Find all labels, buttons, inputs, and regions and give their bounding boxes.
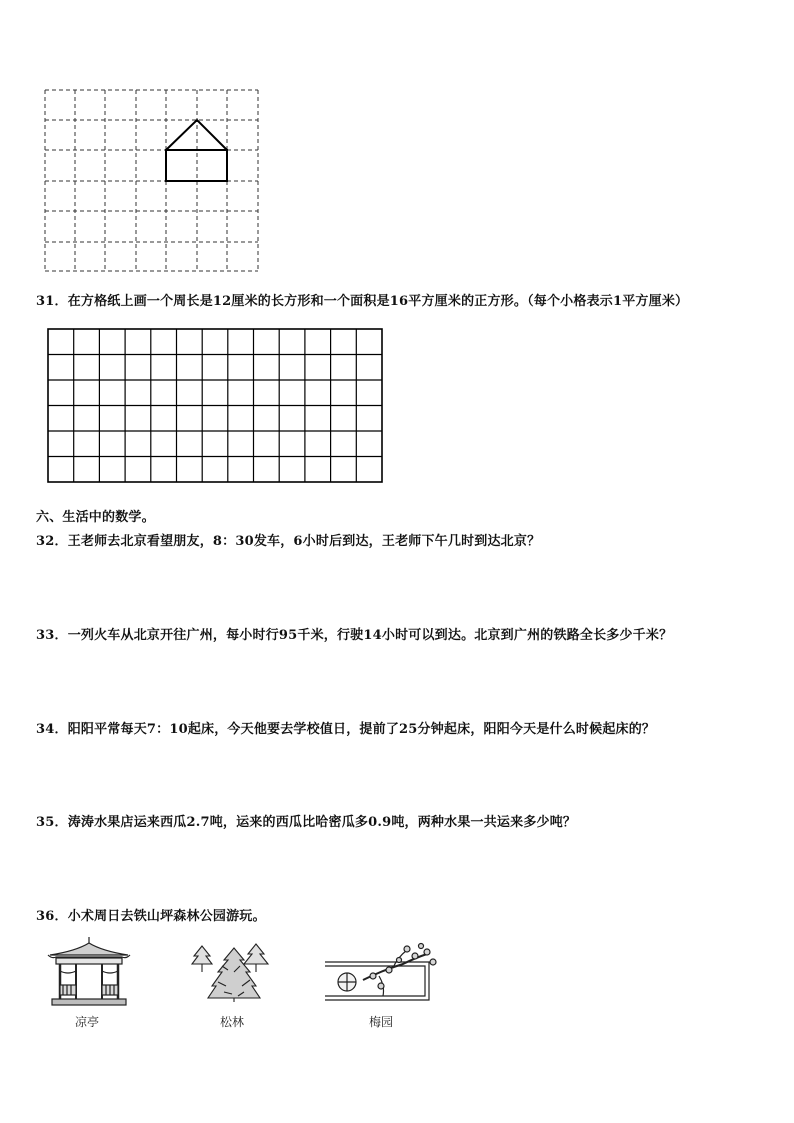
square-grid — [47, 328, 383, 484]
caption-pavilion: 凉亭 — [75, 1015, 100, 1029]
dashed-grid-house-figure — [44, 89, 260, 273]
question-33: 33．一列火车从北京开往广州，每小时行95千米，行驶14小时可以到达。北京到广州的铁路全长多少千米？ — [36, 628, 673, 643]
section-heading-6: 六、生活中的数学。 — [36, 510, 155, 525]
question-36: 36．小术周日去铁山坪森林公园游玩。 — [36, 909, 266, 924]
pavilion-icon — [46, 935, 132, 1007]
plum-blossom-icon — [323, 940, 441, 1006]
caption-plum-garden: 梅园 — [369, 1015, 394, 1029]
house-shape — [166, 120, 227, 181]
question-31: 31．在方格纸上画一个周长是12厘米的长方形和一个面积是16平方厘米的正方形。（每个小格表示1平方厘米） — [36, 294, 689, 309]
caption-pine-forest: 松林 — [220, 1015, 245, 1029]
question-35: 35．涛涛水果店运来西瓜2.7吨，运来的西瓜比哈密瓜多0.9吨，两种水果一共运来多少吨？ — [36, 815, 577, 830]
question-34: 34．阳阳平常每天7：10起床，今天他要去学校值日，提前了25分钟起床，阳阳今天是什么时候起床的？ — [36, 722, 656, 737]
pine-tree-icon — [188, 942, 278, 1004]
question-32: 32．王老师去北京看望朋友，8：30发车，6小时后到达，王老师下午几时到达北京？ — [36, 534, 541, 549]
